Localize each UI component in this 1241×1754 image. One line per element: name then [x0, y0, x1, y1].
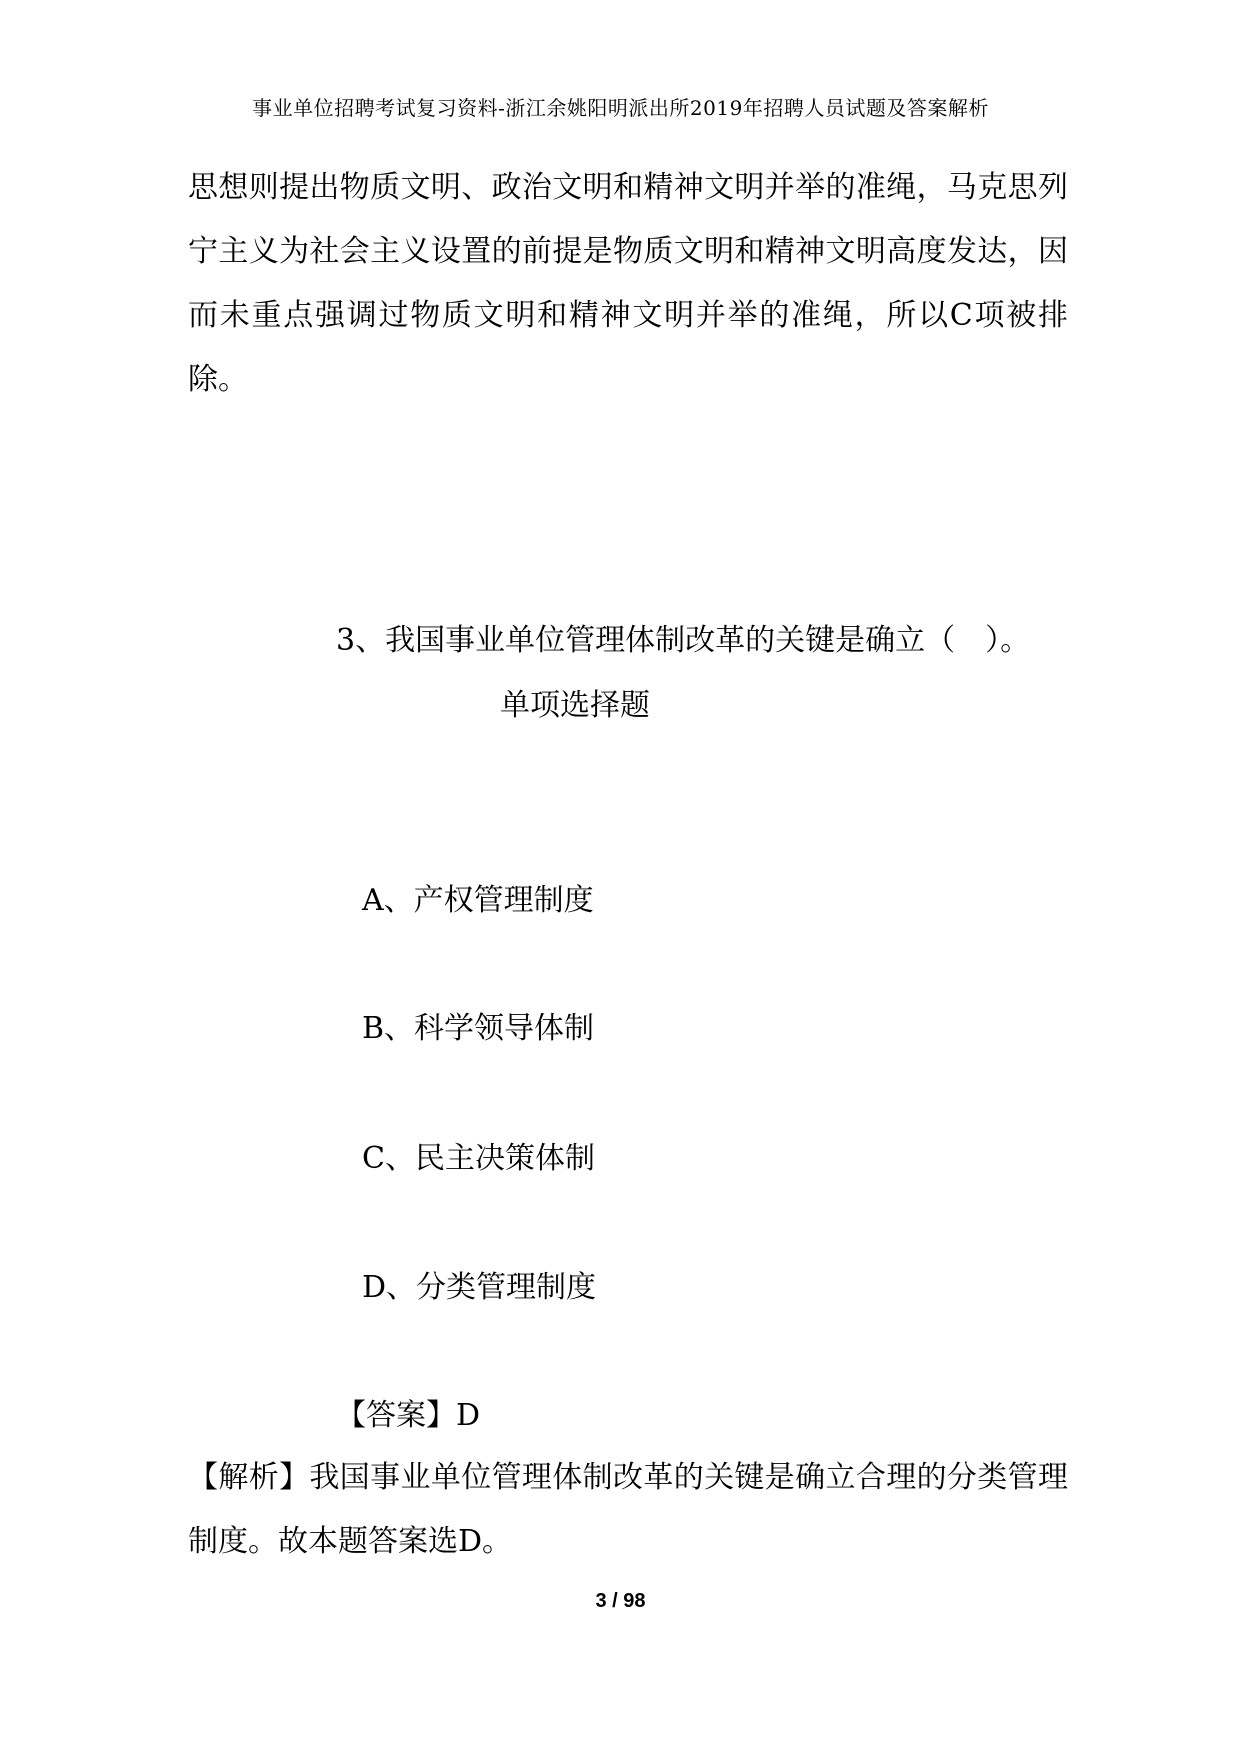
question-text: 3、我国事业单位管理体制改革的关键是确立（ ）。: [336, 623, 1031, 658]
question-type: 单项选择题: [500, 688, 650, 723]
analysis-paragraph: 【解析】我国事业单位管理体制改革的关键是确立合理的分类管理制度。故本题答案选D。: [188, 1460, 1068, 1559]
explanation-paragraph: 思想则提出物质文明、政治文明和精神文明并举的准绳，马克思列宁主义为社会主义设置的前提是物质文明和精神文明高度发达，因而未重点强调过物质文明和精神文明并举的准绳，所以C项被排除。: [188, 170, 1068, 397]
option-d: D、分类管理制度: [362, 1270, 597, 1305]
option-b: B、科学领导体制: [362, 1011, 595, 1046]
option-c: C、民主决策体制: [362, 1141, 595, 1176]
page-number: 3 / 98: [595, 1590, 646, 1612]
answer-line: 【答案】D: [336, 1398, 481, 1433]
page-header: 事业单位招聘考试复习资料-浙江余姚阳明派出所2019年招聘人员试题及答案解析: [252, 96, 989, 120]
option-a: A、产权管理制度: [362, 883, 594, 918]
